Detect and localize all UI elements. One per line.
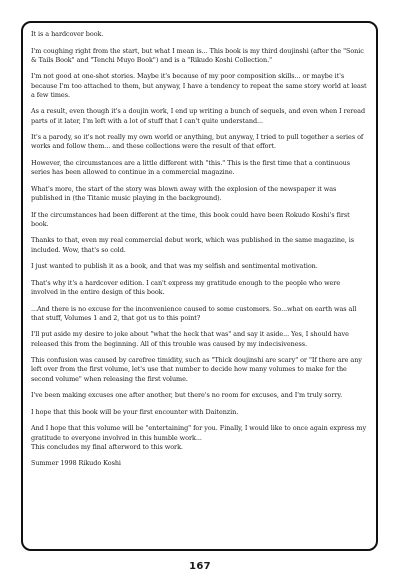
- paragraph: I've been making excuses one after another, but there's no room for excuses, and I'm truly sorry.: [31, 391, 343, 400]
- paragraph: If the circumstances had been different at the time, this book could have been Rokudo Koshi's first book.: [31, 210, 350, 228]
- paragraph: Thanks to that, even my real commercial debut work, which was published in the same magazine, is included. Wow, that's so cold.: [31, 236, 355, 254]
- paragraph: I'll put aside my desire to joke about "what the heck that was" and say it aside... Yes, I should have released this from the beginning. All of this trouble was caused by my indecisiveness.: [31, 330, 349, 348]
- paragraph: It's a parody, so it's not really my own world or anything, but anyway, I tried to pull together a series of works and follow them... and these collections were the result of that effort.: [31, 133, 364, 151]
- paragraph: I hope that this book will be your first encounter with Daitenzin.: [31, 407, 239, 416]
- paragraph: As a result, even though it's a doujin work, I end up writing a bunch of sequels, and even when I reread parts of it later, I'm left with a lot of stuff that I can't quite understand...: [31, 107, 366, 125]
- paragraph: ...And there is no excuse for the inconvenience caused to some customers. So...what on earth was all that stuff, Volumes 1 and 2, that got us to this point?: [31, 304, 357, 322]
- paragraph: This confusion was caused by carefree timidity, such as "Thick doujinshi are scary" or "If there are any left over from the first volume, let's use that number to decide how many volumes to make for the second volume" when releasing the first volume.: [31, 356, 362, 383]
- paragraph: That's why it's a hardcover edition. I can't express my gratitude enough to the people who were involved in the entire design of this book.: [31, 278, 341, 296]
- paragraph: However, the circumstances are a little different with "this." This is the first time that a continuous series has been allowed to continue in a commercial magazine.: [31, 158, 351, 177]
- signature-line: Summer 1998 Rikudo Koshi: [31, 459, 121, 468]
- paragraph: I'm not good at one-shot stories. Maybe it's because of my poor composition skills... or maybe it's because I'm too attached to them, but anyway, I have a tendency to repeat the same story world at least a few times.: [31, 72, 367, 99]
- paragraph: It is a hardcover book.: [31, 30, 104, 38]
- afterword-text-frame: [21, 21, 378, 551]
- paragraph: And I hope that this volume will be "entertaining" for you. Finally, I would like to once again express my gratitude to everyone involved in this humble work... This concludes my final afterword to this work.: [31, 424, 367, 451]
- page-number: 167: [189, 561, 211, 572]
- paragraph: I just wanted to publish it as a book, and that was my selfish and sentimental motivation.: [31, 262, 318, 271]
- paragraph: I'm coughing right from the start, but what I mean is... This book is my third doujinshi (after the "Sonic & Tails Book" and "Tenchi Muyo Book") and is a "Rikudo Koshi Collection.": [31, 46, 364, 64]
- paragraph: What's more, the start of the story was blown away with the explosion of the newspaper it was published in (the Titanic music playing in the background).: [31, 184, 337, 202]
